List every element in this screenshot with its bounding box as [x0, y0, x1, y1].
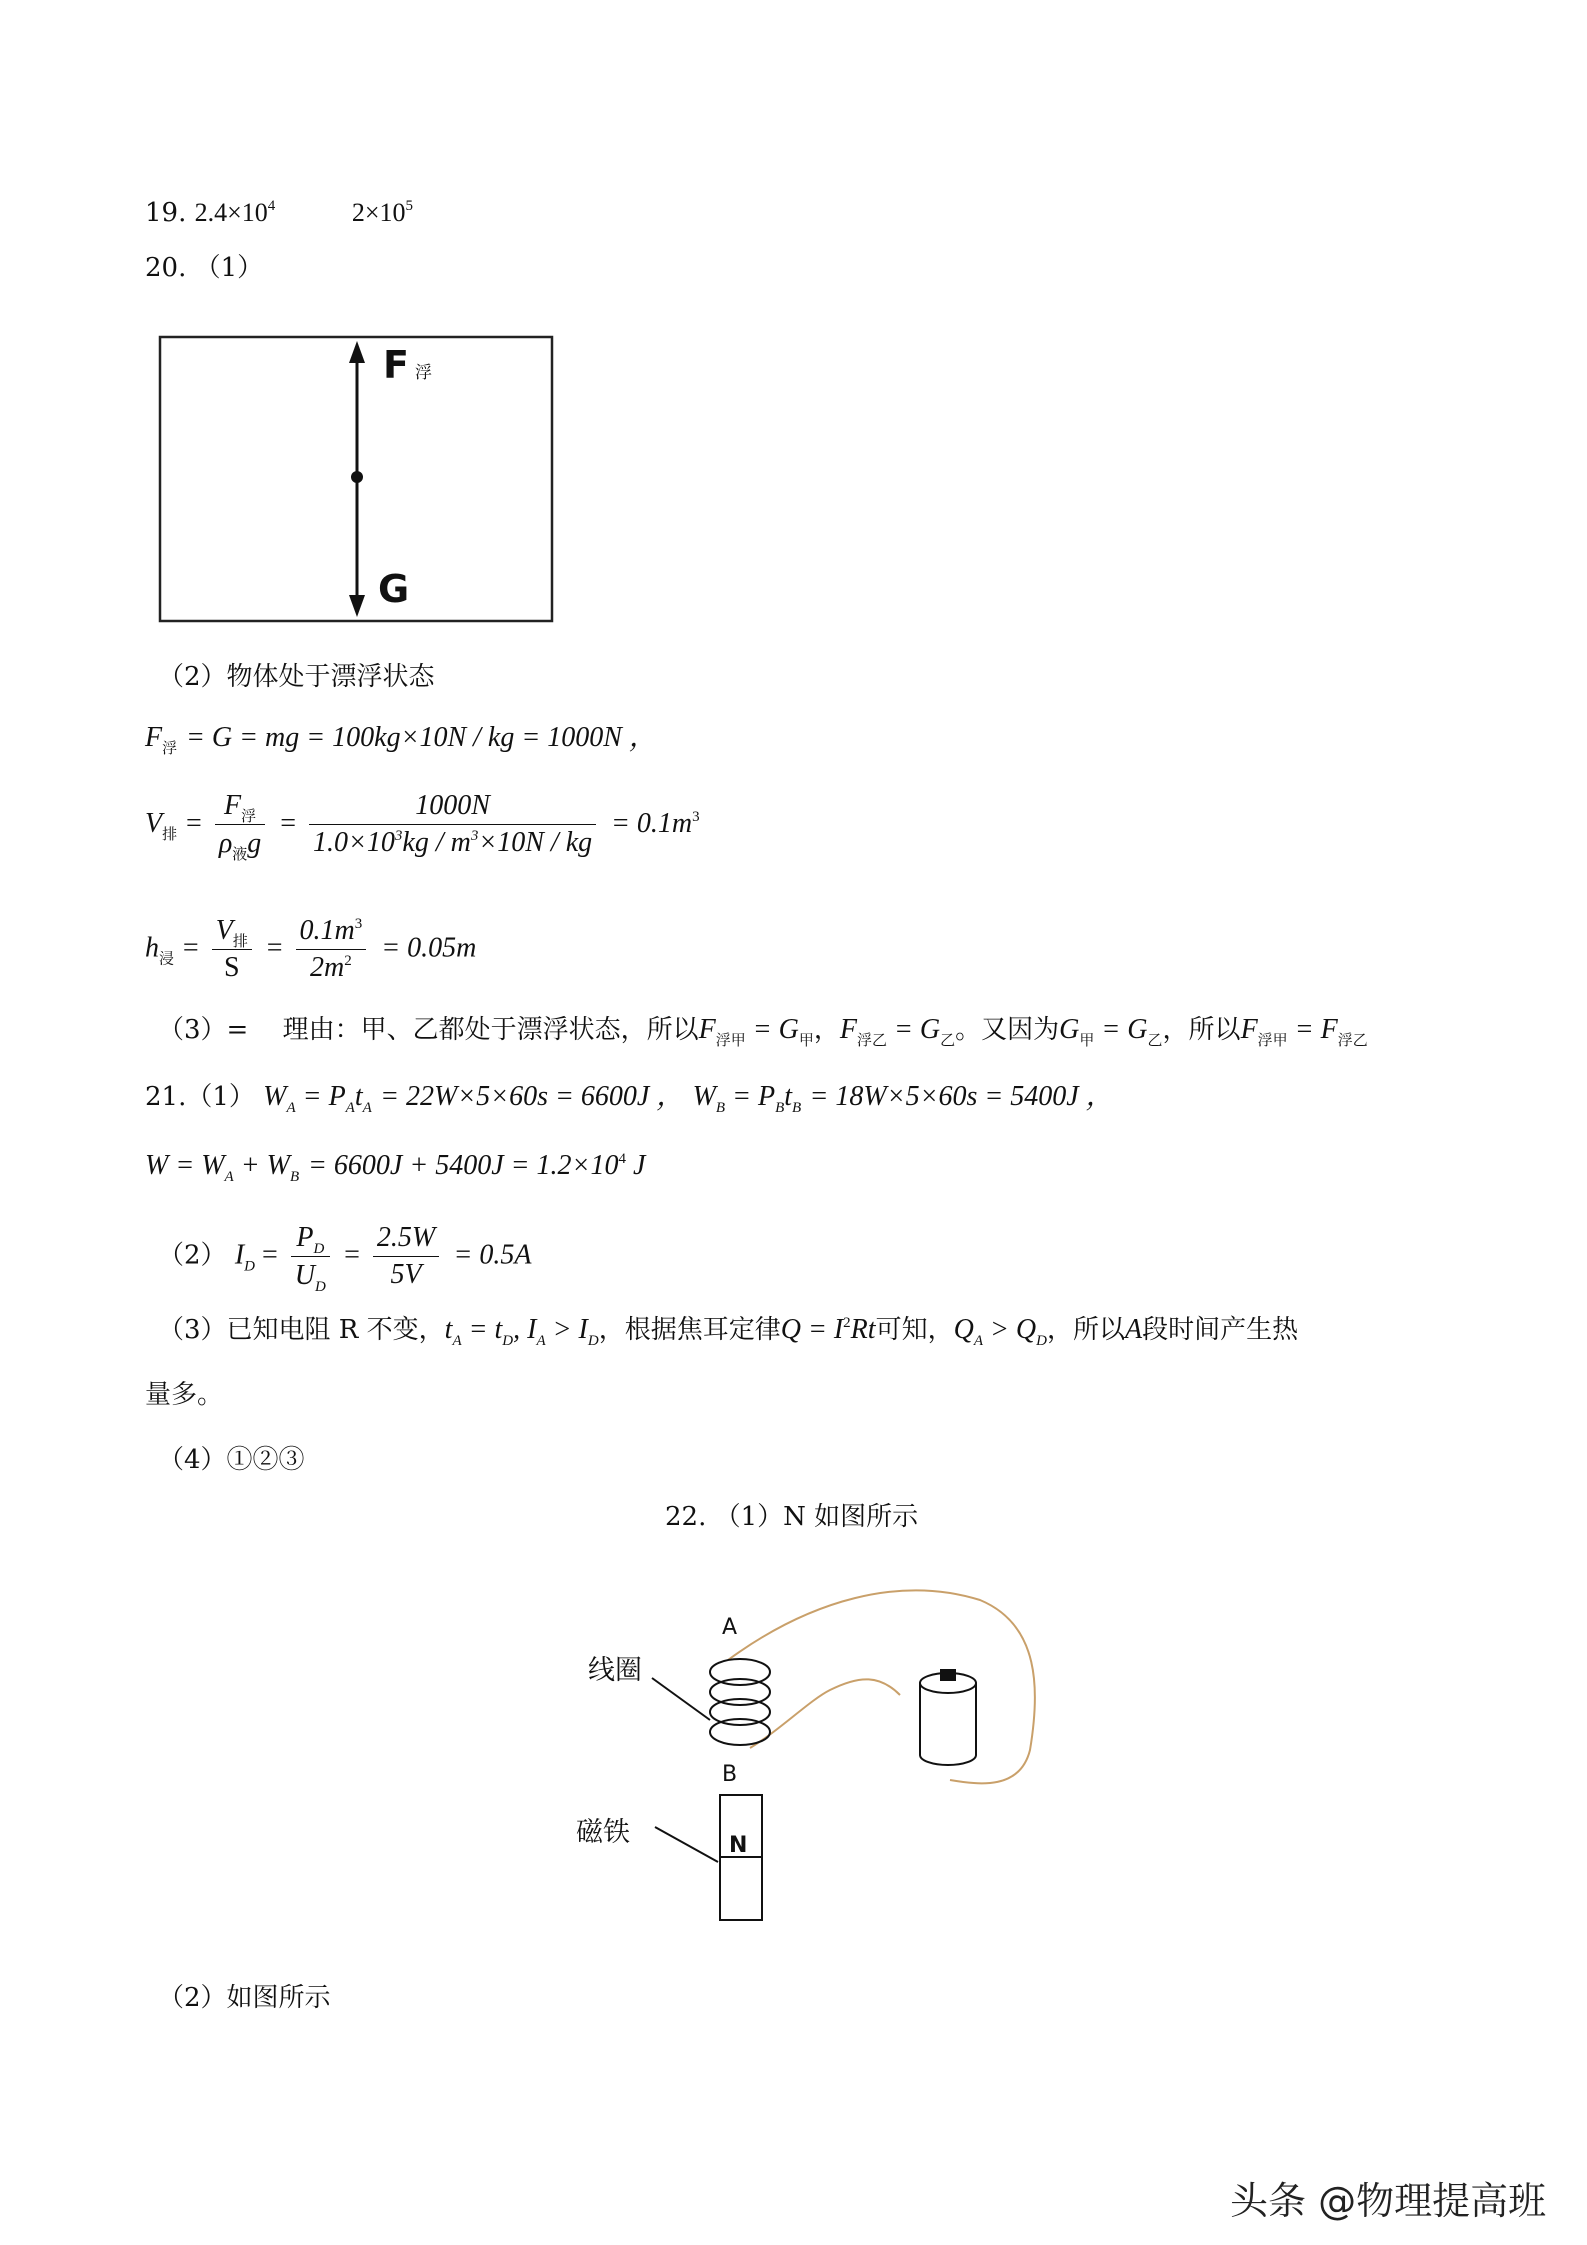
q21-eq1: 21.（1） $W_A = P_At_A = 22W\times 5\times 60s = 6600J$ ， $W_B = P_Bt_B = 18W\times 5\times 60s = 5400J$ ，: [145, 1081, 1114, 1116]
q20-eq2: $V_排$ = $\frac{F_浮}{\rho_液g}$ = $\frac{1000N}{1.0\times 10^3kg / m^3\times 10N / kg}$ = $0.1m^3$: [145, 790, 700, 863]
magnet-label: 磁铁: [576, 1817, 630, 1848]
q20-eq1: $F_浮 = G$ = mg = 100kg×10N / kg = 1000N ，: [145, 722, 657, 757]
q19-number: 19.: [145, 198, 187, 228]
p3-because: 。又因为: [955, 1015, 1060, 1045]
q21-frac2: [373, 1223, 439, 1290]
coil-pointer: [652, 1678, 710, 1720]
magnet-pointer: [655, 1827, 718, 1862]
p3-sub-1: 浮甲: [715, 1031, 746, 1049]
eq2-frac2-den-a: 1.0×10: [313, 827, 395, 858]
p3-prefix: （3）= 理由：甲、乙都处于漂浮状态，所以: [158, 1015, 699, 1045]
q21-part3: （3）已知电阻 R 不变，$t_A = t_D$, $I_A > I_D$，根据焦耳定律$Q = I^2Rt$可知，$Q_A > Q_D$，所以A段时间产生热: [158, 1314, 1299, 1349]
magnet-pole-label: N: [729, 1833, 748, 1858]
q19-value2-exp: 5: [405, 198, 413, 214]
q21-p3-c: 可知，: [875, 1315, 954, 1345]
q21-eq2: $W = W_A + W_B = 6600J + 5400J = 1.2\times 10^4$ J: [145, 1150, 646, 1185]
q20-eq3: $h_浸$ = $\frac{V_排}{S}$ = $\frac{0.1m^3}{2m^2}$ = 0.05m: [145, 914, 477, 983]
q21-part3-cont: 量多。: [145, 1380, 224, 1410]
q21-frac1: $\frac{P_D}{U_D}$: [291, 1222, 330, 1291]
eq2-result-exp: 3: [692, 809, 700, 825]
ten: 10: [241, 198, 268, 227]
eq2-frac2-num: 1000N: [309, 791, 596, 825]
eq2-frac1: $\frac{F_浮}{\rho_液g}$: [215, 790, 265, 859]
p3-sub-3: 浮乙: [856, 1031, 887, 1049]
eq3-frac2-den: 2m: [310, 951, 345, 983]
point-b-label: B: [722, 1762, 738, 1787]
q21-frac2-den: 5V: [390, 1259, 422, 1290]
watermark: 头条 @物理提高班: [1230, 2179, 1547, 2223]
q21-eq2-body: = 6600J + 5400J = 1.2×10: [308, 1150, 619, 1181]
times-sign: ×: [364, 198, 380, 227]
coil-circuit-diagram: [580, 1580, 1060, 1950]
eq2-frac2-den-exp: 3: [394, 828, 403, 844]
times-sign: ×: [227, 198, 242, 227]
eq1-subscript: 浮: [162, 739, 178, 757]
eq2-frac1-num-sub: 浮: [241, 807, 257, 825]
coil-icon: [710, 1659, 770, 1745]
q21-part2-label: （2）: [158, 1240, 227, 1271]
eq2-result: = 0.1m: [611, 808, 693, 839]
eq3-frac1-den: S: [223, 952, 240, 983]
p3-sub-8: 浮乙: [1337, 1031, 1368, 1049]
p3-so: ，所以: [1162, 1015, 1241, 1045]
ten: 10: [379, 198, 406, 227]
q21-part2: （2） $I_D$ = $\frac{P_D}{U_D}$ = $\frac{2.5W}{5V}$ = 0.5A: [158, 1222, 532, 1295]
eq3-frac1: $\frac{V_排}{S}$: [212, 915, 252, 983]
p3-sub-2: 甲: [798, 1031, 814, 1049]
q21-head: 21.（1）: [145, 1082, 255, 1112]
eq3-frac1-num-sub: 排: [232, 932, 248, 950]
point-a-label: A: [722, 1615, 738, 1640]
q22-head: 22. （1）N 如图所示: [665, 1502, 919, 1532]
q21-eq1a: = 22W×5×60s = 6600J ，: [380, 1081, 685, 1112]
arrow-down-icon: [349, 595, 365, 617]
q20-part2: （2）物体处于漂浮状态: [158, 662, 435, 692]
q21-p3-d: ，所以: [1046, 1315, 1125, 1345]
q20-part3: （3）= 理由：甲、乙都处于漂浮状态，所以$F_{浮甲} = G_甲$，$F_{浮乙} = G_乙$。又因为$G_甲 = G_乙$，所以$F_{浮甲} = F_{浮乙}$: [158, 1014, 1368, 1049]
force-up-letter: F: [383, 343, 409, 387]
p3-sub-6: 乙: [1147, 1031, 1163, 1049]
eq1-rest: = G = mg = 100kg×10N / kg = 1000N ，: [186, 722, 657, 753]
coil-label: 线圈: [588, 1655, 642, 1686]
q21-part2-result: = 0.5A: [453, 1239, 532, 1271]
q21-p3-e: 段时间产生热: [1142, 1315, 1299, 1345]
eq2-frac1-den-sub: 液: [232, 845, 248, 863]
q20-head: 20. （1）: [145, 253, 264, 283]
eq2-frac2-den-c: ×10N / kg: [478, 827, 593, 858]
eq2-subscript: 排: [162, 825, 178, 843]
q19-value1-exp: 4: [267, 198, 276, 214]
force-down-label: G: [378, 567, 410, 611]
eq3-frac2: $\frac{0.1m^3}{2m^2}$: [296, 916, 367, 983]
p3-comma: ，: [813, 1015, 840, 1045]
q21-part4: （4）①②③: [158, 1445, 305, 1475]
q21-p3-a: （3）已知电阻 R 不变，: [158, 1315, 445, 1345]
eq3-result: = 0.05m: [381, 932, 477, 964]
p3-sub-7: 浮甲: [1257, 1031, 1288, 1049]
wire-top: [728, 1590, 1035, 1783]
eq2-frac2: $\frac{1000N}{1.0\times 10^3kg / m^3\times 10N / kg}$: [309, 791, 596, 858]
q21-eq2-exp: 4: [618, 1151, 626, 1167]
arrow-up-icon: [349, 341, 365, 363]
eq2-frac2-den-b: kg / m: [402, 827, 471, 858]
eq3-subscript: 浸: [159, 949, 175, 968]
q19-value2-base: 2: [351, 198, 365, 227]
p3-sub-4: 乙: [940, 1031, 956, 1049]
q21-p3-b: ，根据焦耳定律: [598, 1315, 781, 1345]
q21-frac2-num: 2.5W: [373, 1223, 439, 1257]
battery-icon: [920, 1670, 976, 1765]
eq3-frac2-num: 0.1m: [299, 914, 355, 946]
q21-eq1b: = 18W×5×60s = 5400J ，: [809, 1081, 1114, 1112]
q19-line: [145, 198, 413, 228]
wire-bottom: [750, 1679, 900, 1748]
force-diagram: [158, 335, 558, 625]
q22-part2: （2）如图所示: [158, 1983, 331, 2013]
force-up-label: [383, 343, 432, 387]
center-dot: [351, 471, 363, 483]
p3-sub-5: 甲: [1079, 1031, 1095, 1049]
q19-value1-base: 2.4: [194, 198, 228, 227]
force-up-subscript: 浮: [414, 363, 432, 383]
